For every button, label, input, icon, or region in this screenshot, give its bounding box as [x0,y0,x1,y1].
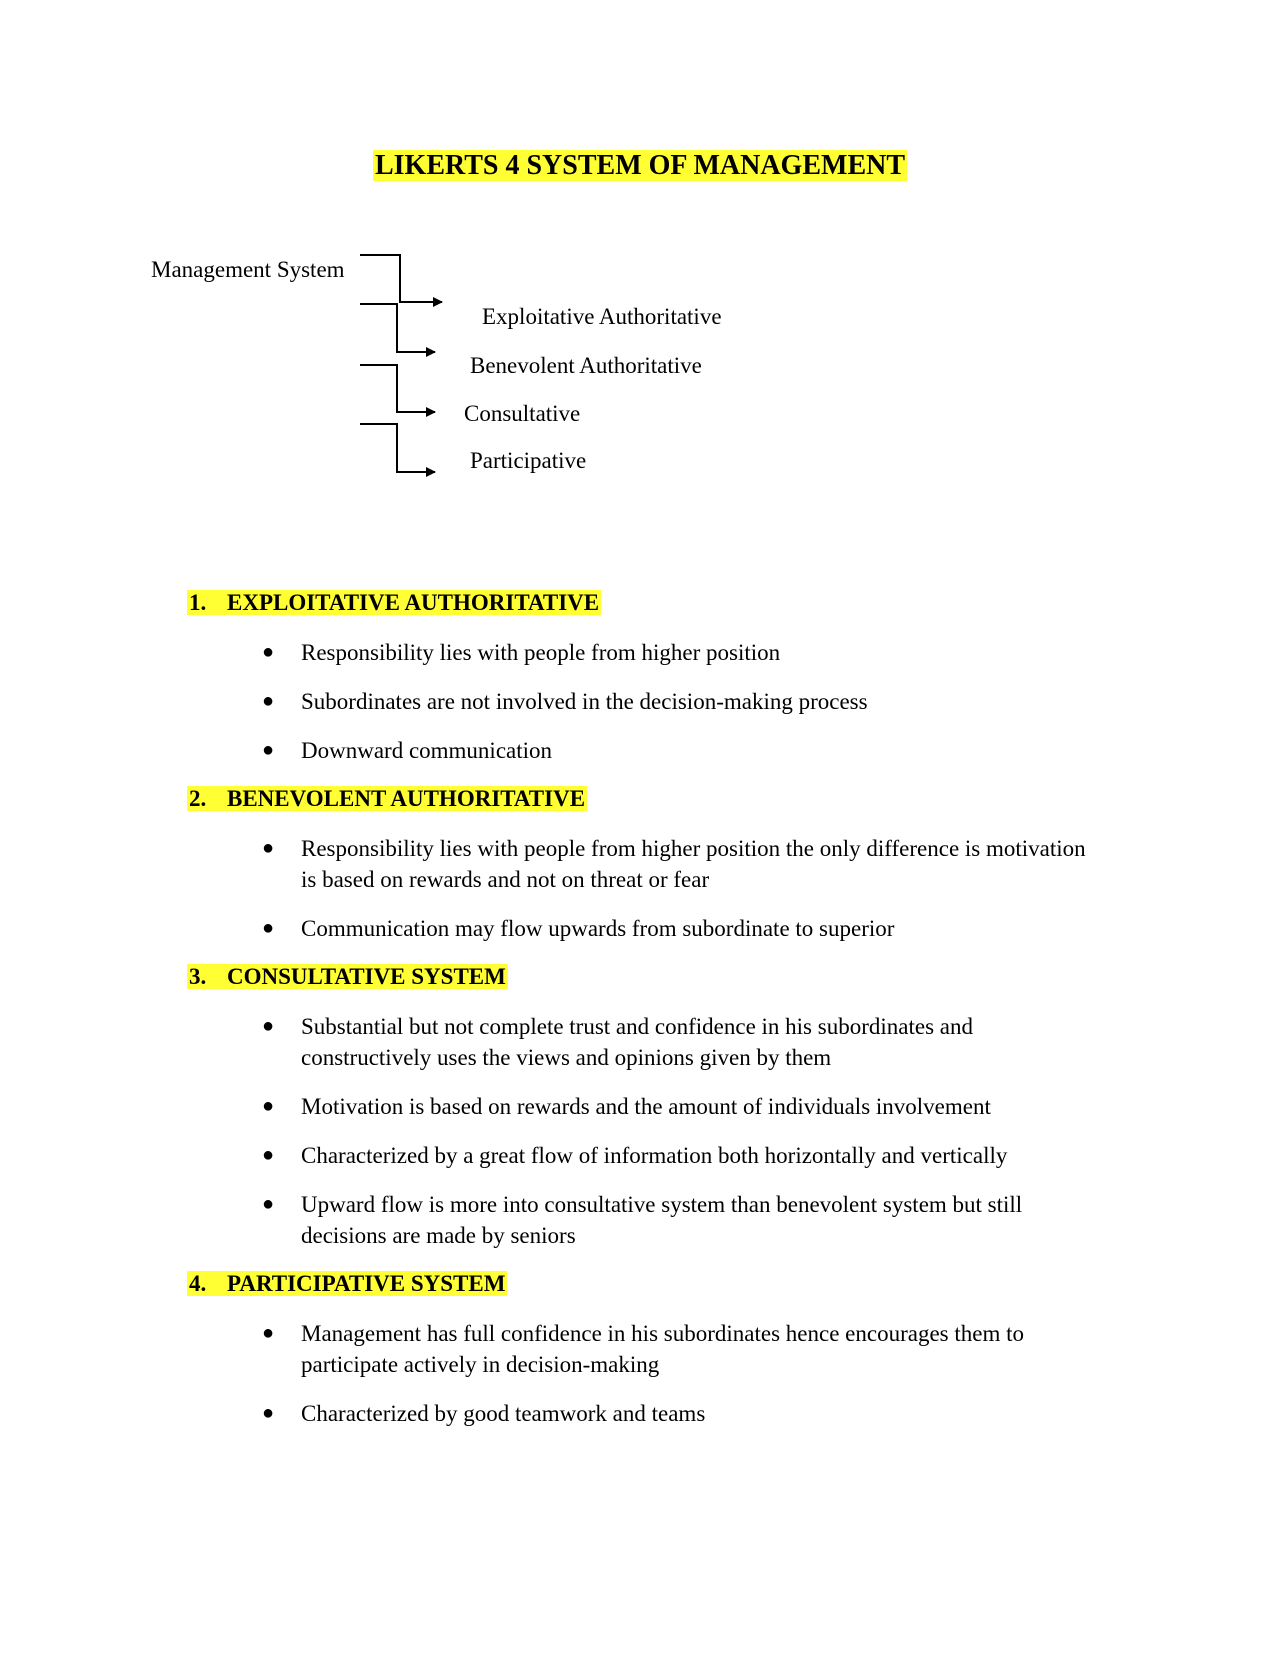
list-item-text: Motivation is based on rewards and the amount of individuals involvement [301,1094,991,1119]
list-item-text: Communication may flow upwards from subordinate to superior [301,916,895,941]
bullet-icon: ● [262,641,275,663]
list-item [262,686,1102,717]
list-item-text: Characterized by good teamwork and teams [301,1401,706,1426]
bullet-icon: ● [262,739,275,761]
bullet-icon: ● [262,837,275,859]
list-item [262,1140,1102,1171]
bullet-icon: ● [262,1402,275,1424]
list-item-text: Responsibility lies with people from higher position the only difference is motivation is based on rewards and not on threat or fear [301,836,1086,892]
list-item [262,637,1102,668]
list-item [262,913,1102,944]
section-number: 2. [189,786,207,811]
section-number: 4. [189,1271,207,1296]
diagram-branch-label: Exploitative Authoritative [482,304,722,329]
section-heading-benevolent [187,784,587,814]
section-heading-highlight [187,964,508,989]
connector-arrow-2 [360,304,435,352]
diagram-root-label: Management System [151,257,345,282]
bullet-icon: ● [262,1193,275,1215]
diagram-branch-label: Benevolent Authoritative [470,353,702,378]
bullet-icon: ● [262,690,275,712]
bullet-icon: ● [262,1144,275,1166]
management-system-diagram [0,0,1280,520]
section-heading-highlight [187,590,601,615]
section-heading-exploitative [187,588,601,618]
section-heading-highlight [187,786,587,811]
section-heading-consultative [187,962,508,992]
connector-arrow-3 [360,365,435,412]
section-heading-text: CONSULTATIVE SYSTEM [227,964,506,989]
bullet-icon: ● [262,1015,275,1037]
section-heading-text: EXPLOITATIVE AUTHORITATIVE [227,590,600,615]
section-heading-highlight [187,1271,507,1296]
bullet-icon: ● [262,1095,275,1117]
list-item-text: Characterized by a great flow of information both horizontally and vertically [301,1143,1008,1168]
bullet-icon: ● [262,917,275,939]
section-heading-participative [187,1269,507,1299]
diagram-branch-label: Consultative [464,401,581,426]
list-item [262,1318,1102,1380]
page-title-text: LIKERTS 4 SYSTEM OF MANAGEMENT [374,150,906,181]
section-number: 3. [189,964,207,989]
bullet-icon: ● [262,1322,275,1344]
list-item [262,833,1102,895]
list-item [262,1011,1102,1073]
list-item-text: Downward communication [301,738,553,763]
connector-arrow-1 [360,255,442,302]
section-heading-text: BENEVOLENT AUTHORITATIVE [227,786,586,811]
list-item-text: Responsibility lies with people from higher position [301,640,781,665]
list-item-text: Management has full confidence in his subordinates hence encourages them to participate actively in decision-making [301,1321,1024,1377]
list-item [262,1091,1102,1122]
list-item [262,1398,1102,1429]
list-item [262,1189,1102,1251]
diagram-branch-label: Participative [470,448,587,473]
list-item-text: Upward flow is more into consultative system than benevolent system but still decisions are made by seniors [301,1192,1023,1248]
list-item-text: Substantial but not complete trust and confidence in his subordinates and constructively uses the views and opinions given by them [301,1014,973,1070]
connector-arrow-4 [360,424,435,472]
section-number: 1. [189,590,207,615]
section-heading-text: PARTICIPATIVE SYSTEM [227,1271,506,1296]
list-item-text: Subordinates are not involved in the decision-making process [301,689,868,714]
list-item [262,735,1102,766]
